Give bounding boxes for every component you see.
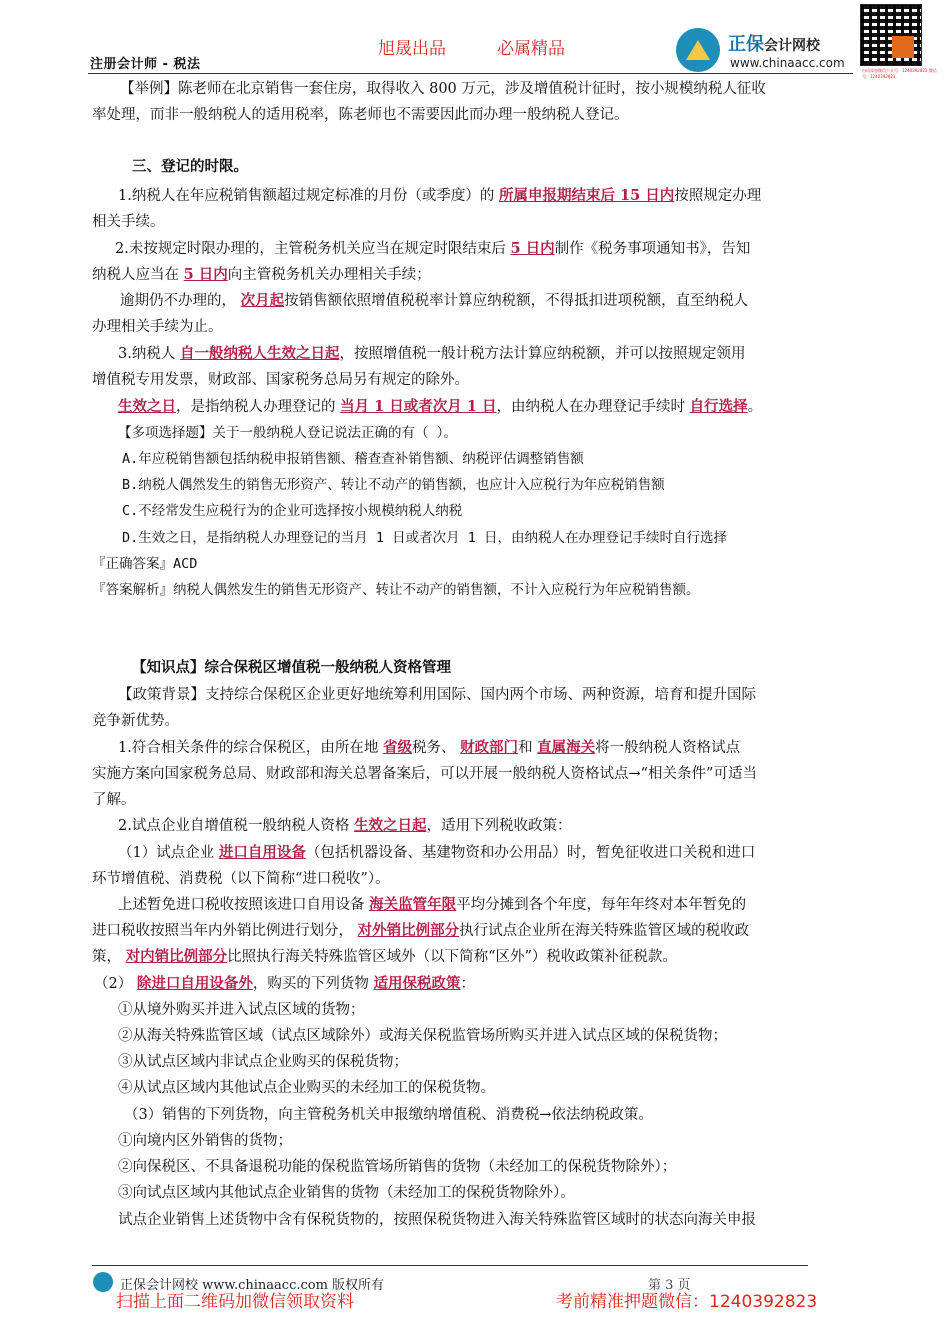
body-line (92, 712, 179, 730)
option-b (122, 476, 665, 494)
body-line (118, 345, 745, 363)
highlighted-term: 5 日内 (183, 266, 228, 283)
section-heading (132, 158, 248, 176)
highlighted-term: 当月 1 日或者次月 1 日 (340, 398, 497, 415)
correct-answer (92, 555, 197, 573)
text-run: 2.试点企业自增值税一般纳税人资格 (118, 818, 354, 834)
body-line (118, 896, 746, 914)
highlighted-term: 所属申报期结束后 15 日内 (498, 187, 675, 204)
text-run: 执行试点企业所在海关特殊监管区域的税收政 (459, 923, 750, 939)
body-line (92, 870, 390, 888)
text-run: （2） (94, 976, 137, 992)
text-run: ①向境内区外销售的货物； (118, 1133, 292, 1149)
text-run: ①从境外购买并进入试点区域的货物； (118, 1002, 365, 1018)
text-run: 【举例】陈老师在北京销售一套住房，取得收入 800 万元，涉及增值税计征时，按小规模纳税人征收 (120, 81, 766, 97)
body-line (92, 791, 136, 809)
text-run: 环节增值税、消费税（以下简称“进口税收”）。 (92, 871, 390, 887)
text-run: ，购买的下列货物 (252, 976, 374, 992)
course-title: 注册会计师 - 税法 (90, 57, 201, 72)
text-run: B.纳税人偶然发生的销售无形资产、转让不动产的销售额，也应计入应税行为年应税销售额 (122, 477, 665, 493)
highlighted-term: 省级 (382, 739, 412, 756)
text-run: （包括机器设备、基建物资和办公用品）时，暂免征收进口关税和进口 (305, 845, 756, 861)
body-line (92, 948, 677, 966)
text-run: ，是指纳税人办理登记的 (176, 399, 341, 415)
text-run: 将一般纳税人资格试点 (595, 740, 741, 756)
body-line (92, 318, 223, 336)
body-line (118, 398, 762, 416)
body-line (118, 844, 755, 862)
highlighted-term: 直属海关 (537, 739, 596, 756)
highlighted-term: 财政部门 (460, 739, 519, 756)
text-run: 1.纳税人在年应税销售额超过规定标准的月份（或季度）的 (118, 188, 499, 204)
highlighted-term: 对外销比例部分 (357, 922, 460, 939)
text-run: 税务、 (411, 740, 461, 756)
body-line (115, 240, 750, 258)
text-run: 2.未按规定时限办理的，主管税务机关应当在规定时限结束后 (115, 241, 511, 257)
text-run: 比照执行海关特殊监管区域外（以下简称“区外”）税收政策补征税款。 (227, 949, 677, 965)
text-run: ③从试点区域内非试点企业购买的保税货物； (118, 1054, 408, 1070)
footer-divider (92, 1265, 808, 1266)
highlighted-term: 海关监管年限 (369, 896, 457, 913)
qr-caption: 扫码添加微信公众号：1240392823 微信号：1240392823 (862, 68, 937, 79)
text-run: 1.符合相关条件的综合保税区，由所在地 (118, 740, 383, 756)
text-run: （3）销售的下列货物，向主管税务机关申报缴纳增值税、消费税→依法纳税政策。 (124, 1107, 653, 1123)
text-run: 三、登记的时限。 (132, 158, 248, 175)
highlighted-term: 生效之日 (118, 398, 176, 415)
text-run: ，按照增值税一般计税方法计算应纳税额，并可以按照规定领用 (339, 346, 746, 362)
text-run: 按照规定办理 (674, 188, 762, 204)
body-line (124, 1106, 653, 1124)
highlighted-term: 自行选择 (689, 398, 748, 415)
text-run: 。 (747, 399, 763, 415)
text-run: ： (460, 976, 475, 992)
list-item (118, 1027, 727, 1045)
body-line (92, 106, 629, 124)
text-run: 率处理，而非一般纳税人的适用税率，陈老师也不需要因此而办理一般纳税人登记。 (92, 107, 629, 123)
option-d (122, 529, 727, 547)
qr-badge-icon (892, 36, 914, 58)
text-run: 试点企业销售上述货物中含有保税货物的，按照保税货物进入海关特殊监管区域时的状态向海关申报 (118, 1212, 756, 1228)
highlighted-term: 生效之日起 (353, 817, 427, 834)
body-line (94, 975, 475, 993)
text-run: 策， (92, 949, 126, 965)
body-line (92, 371, 469, 389)
highlighted-term: 自一般纳税人生效之日起 (179, 345, 340, 362)
promo-right: 考前精准押题微信：1240392823 (556, 1292, 818, 1312)
highlighted-term: 适用保税政策 (373, 975, 461, 992)
option-a (122, 450, 584, 468)
text-run: 【知识点】综合保税区增值税一般纳税人资格管理 (132, 659, 451, 676)
header-slogan-right: 必属精品 (497, 39, 565, 59)
text-run: 纳税人应当在 (92, 267, 184, 283)
highlighted-term: 5 日内 (510, 240, 555, 257)
text-run: 和 (518, 740, 538, 756)
text-run: 竞争新优势。 (92, 713, 179, 729)
text-run: 逾期仍不办理的， (120, 293, 241, 309)
body-line (92, 765, 757, 783)
highlighted-term: 对内销比例部分 (125, 948, 228, 965)
body-line (92, 922, 749, 940)
text-run: 了解。 (92, 792, 136, 808)
logo-url: www.chinaacc.com (730, 56, 845, 70)
highlighted-term: 进口自用设备 (218, 844, 306, 861)
body-line (120, 292, 748, 310)
text-run: 增值税专用发票，财政部、国家税务总局另有规定的除外。 (92, 372, 469, 388)
text-run: C.不经常发生应税行为的企业可选择按小规模纳税人纳税 (122, 503, 463, 519)
text-run: 按销售额依照增值税税率计算应纳税额，不得抵扣进项税额，直至纳税人 (284, 293, 749, 309)
body-line (118, 817, 571, 835)
list-item (118, 1079, 495, 1097)
page-number: 第 3 页 (648, 1278, 691, 1293)
text-run: ②向保税区、不具备退税功能的保税监管场所销售的货物（未经加工的保税货物除外）； (118, 1159, 677, 1175)
list-item (118, 1184, 575, 1202)
body-line (118, 1211, 756, 1229)
text-run: 【多项选择题】关于一般纳税人登记说法正确的有（ ）。 (118, 425, 457, 441)
text-run: 实施方案向国家税务总局、财政部和海关总署备案后，可以开展一般纳税人资格试点→“相关条件”可适当 (92, 766, 757, 782)
footer-logo-icon (93, 1272, 113, 1292)
text-run: D.生效之日，是指纳税人办理登记的当月 1 日或者次月 1 日，由纳税人在办理登记手续时自行选择 (122, 530, 728, 546)
logo-name: 正保会计网校 (728, 34, 820, 55)
list-item (118, 1132, 292, 1150)
body-line (92, 213, 165, 231)
question-stem (118, 424, 457, 442)
text-run: （1）试点企业 (118, 845, 219, 861)
chinaacc-logo (676, 26, 856, 74)
text-run: 进口税收按照当年内外销比例进行划分， (92, 923, 358, 939)
text-run: 上述暂免进口税收按照该进口自用设备 (118, 897, 370, 913)
body-line (120, 80, 766, 98)
text-run: 办理相关手续为止。 (92, 319, 223, 335)
answer-explanation (92, 581, 700, 599)
text-run: 向主管税务机关办理相关手续； (227, 267, 431, 283)
footer-copyright: 正保会计网校 www.chinaacc.com 版权所有 (120, 1278, 385, 1293)
header-slogan-left: 旭晟出品 (378, 39, 446, 59)
text-run: 『答案解析』纳税人偶然发生的销售无形资产、转让不动产的销售额，不计入应税行为年应税销售额。 (92, 582, 700, 598)
text-run: ③向试点区域内其他试点企业销售的货物（未经加工的保税货物除外）。 (118, 1185, 575, 1201)
text-run: 3.纳税人 (118, 346, 180, 362)
body-line (118, 187, 761, 205)
highlighted-term: 除进口自用设备外 (136, 975, 253, 992)
text-run: ，适用下列税收政策： (426, 818, 572, 834)
text-run: 平均分摊到各个年度，每年年终对本年暂免的 (456, 897, 747, 913)
highlighted-term: 次月起 (240, 292, 285, 309)
list-item (118, 1053, 408, 1071)
text-run: A.年应税销售额包括纳税申报销售额、稽查查补销售额、纳税评估调整销售额 (122, 451, 584, 467)
text-run: 『正确答案』ACD (92, 556, 198, 572)
body-line (118, 686, 756, 704)
text-run: 制作《税务事项通知书》，告知 (554, 241, 751, 257)
body-line (92, 266, 431, 284)
list-item (118, 1001, 365, 1019)
knowledge-point-heading (132, 659, 451, 677)
promo-left: 扫描上面二维码加微信领取资料 (116, 1292, 354, 1312)
text-run: 相关手续。 (92, 214, 165, 230)
text-run: ④从试点区域内其他试点企业购买的未经加工的保税货物。 (118, 1080, 495, 1096)
body-line (118, 739, 740, 757)
text-run: 【政策背景】支持综合保税区企业更好地统筹利用国际、国内两个市场、两种资源，培育和提升国际 (118, 687, 756, 703)
option-c (122, 502, 462, 520)
text-run: ，由纳税人在办理登记手续时 (496, 399, 690, 415)
text-run: ②从海关特殊监管区域（试点区域除外）或海关保税监管场所购买并进入试点区域的保税货物； (118, 1028, 727, 1044)
list-item (118, 1158, 676, 1176)
logo-icon (676, 28, 720, 72)
